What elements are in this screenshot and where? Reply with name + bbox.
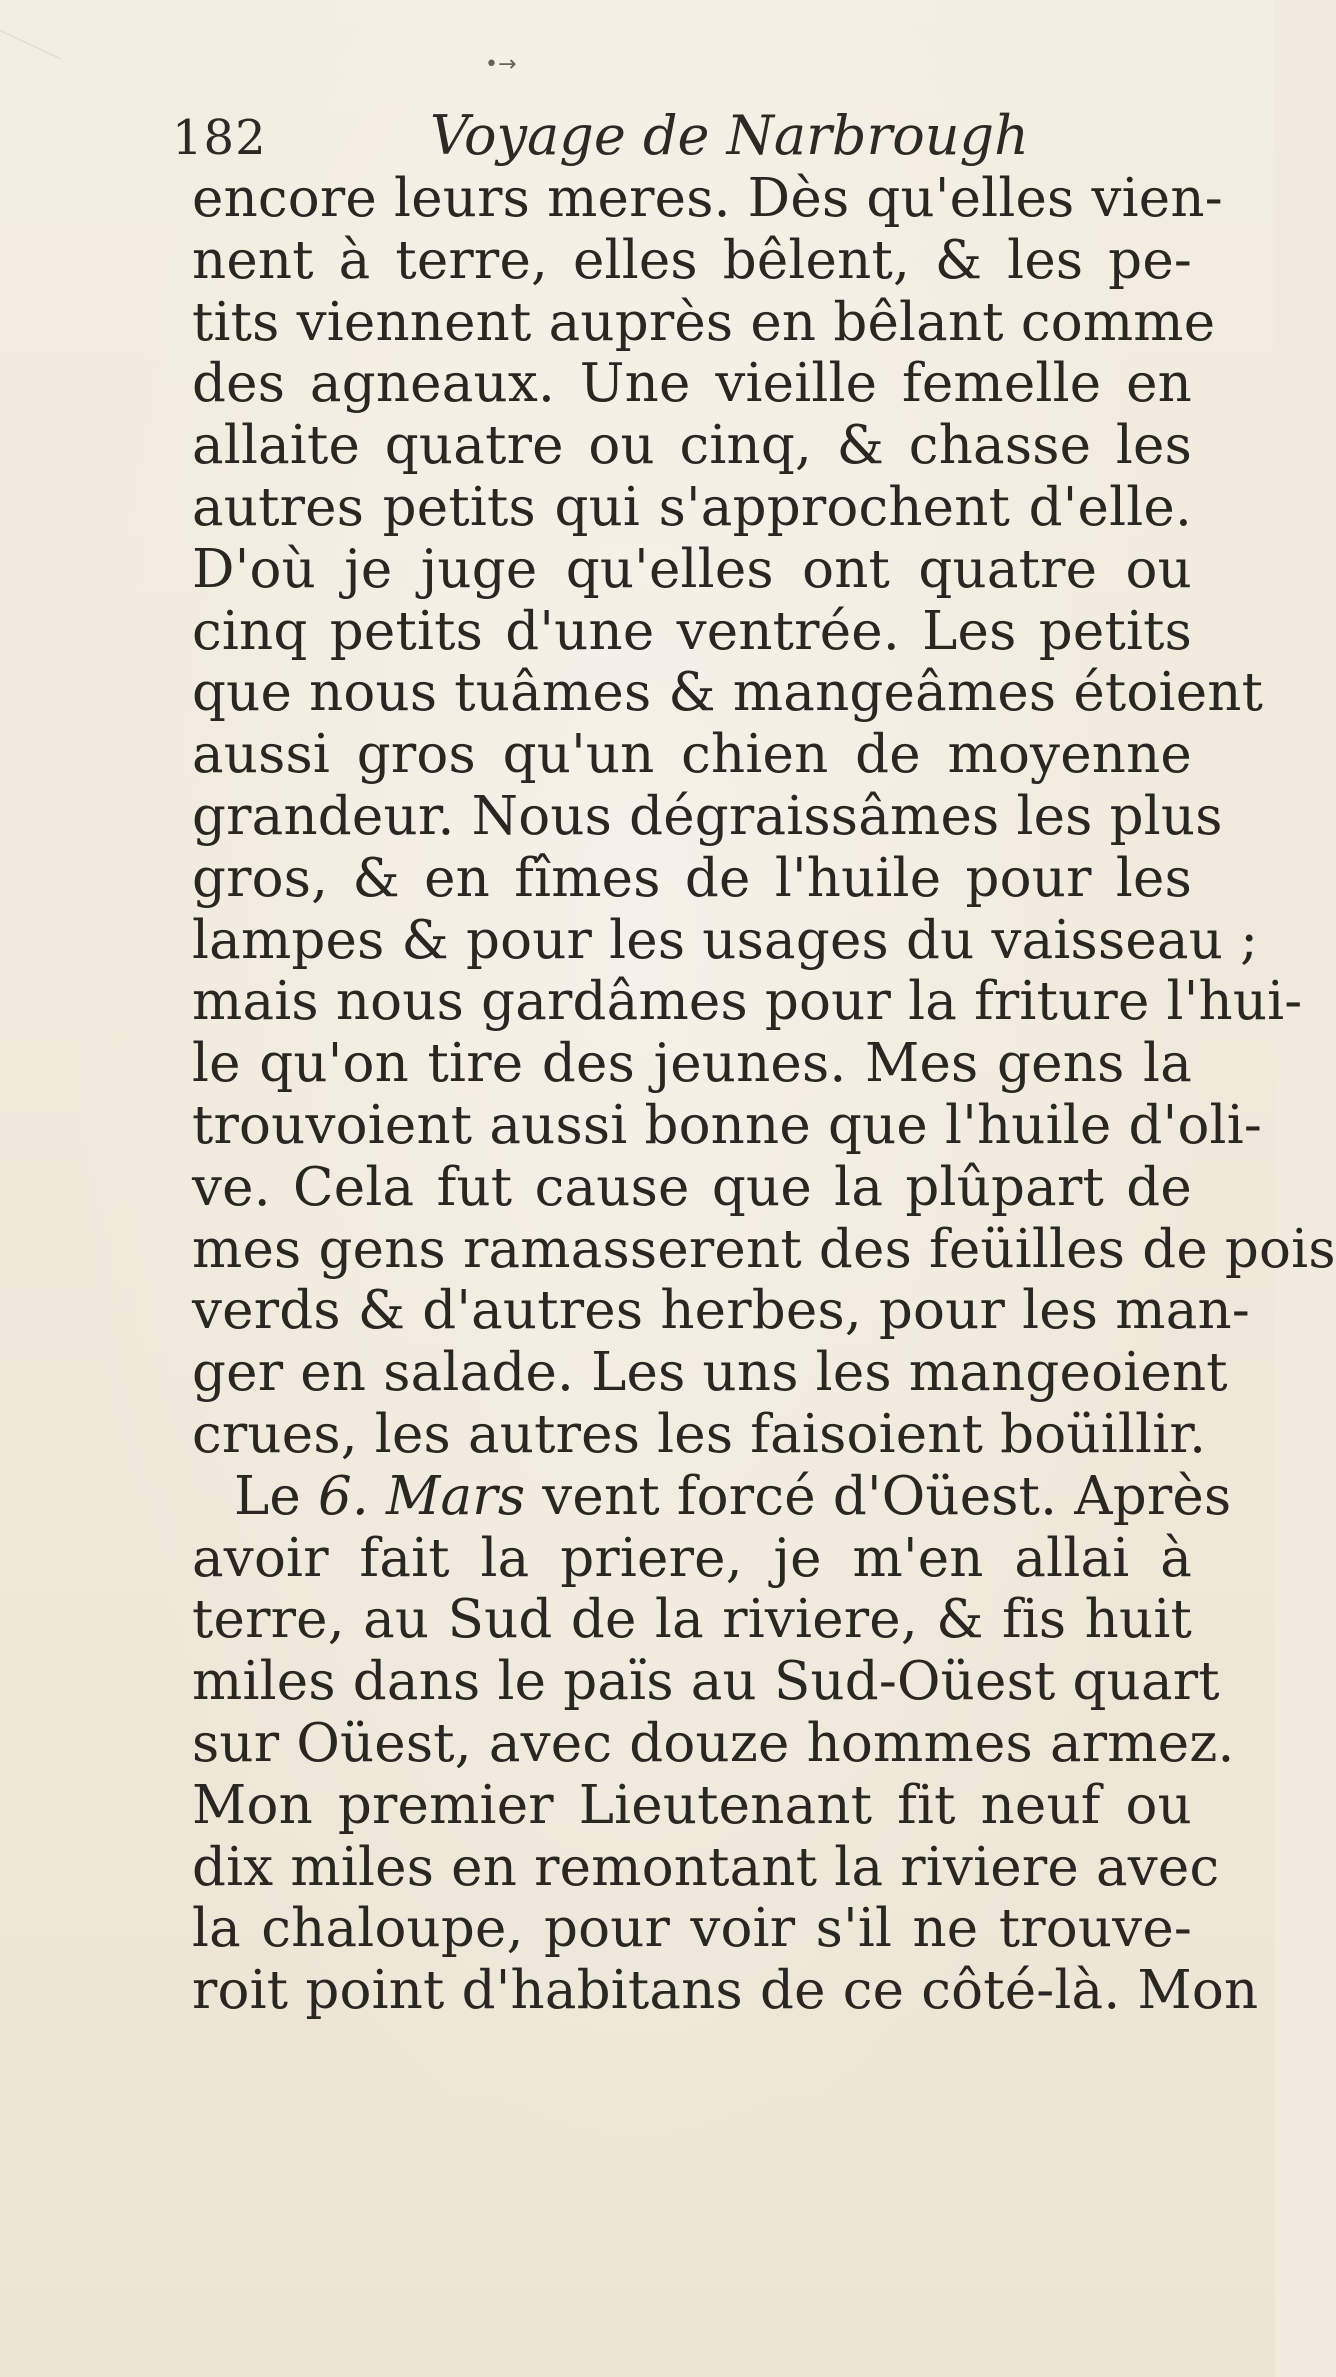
text-line: tits viennent auprès en bêlant comme xyxy=(192,291,1216,353)
text-line: ve. Cela fut cause que la plûpart de xyxy=(192,1156,1192,1218)
text-line: mais nous gardâmes pour la friture l'hui- xyxy=(192,971,1303,1033)
text-line: verds & d'autres herbes, pour les man- xyxy=(192,1280,1250,1342)
page-number: 182 xyxy=(172,110,267,166)
text-line: Mon premier Lieutenant fit neuf ou xyxy=(192,1774,1192,1836)
text-line: ger en salade. Les uns les mangeoient xyxy=(192,1342,1228,1404)
text-line: dix miles en remontant la riviere avec xyxy=(192,1836,1220,1898)
printer-ornament: •→ xyxy=(485,52,517,77)
text-line: D'où je juge qu'elles ont quatre ou xyxy=(192,538,1192,600)
text-line: grandeur. Nous dégraissâmes les plus xyxy=(192,785,1223,847)
text-segment: Le xyxy=(234,1465,319,1527)
text-line: lampes & pour les usages du vaisseau ; xyxy=(192,909,1259,971)
text-line: nent à terre, elles bêlent, & les pe- xyxy=(192,229,1192,291)
text-line: miles dans le païs au Sud-Oüest quart xyxy=(192,1651,1220,1713)
text-line: terre, au Sud de la riviere, & fis huit xyxy=(192,1589,1192,1651)
page-corner-crease xyxy=(0,0,60,59)
text-line: trouvoient aussi bonne que l'huile d'oli- xyxy=(192,1094,1262,1156)
text-line: le qu'on tire des jeunes. Mes gens la xyxy=(192,1033,1192,1095)
running-title: Voyage de Narbrough xyxy=(430,104,1029,167)
text-line: gros, & en fîmes de l'huile pour les xyxy=(192,847,1192,909)
text-line: des agneaux. Une vieille femelle en xyxy=(192,353,1192,415)
paragraph-start-line xyxy=(192,1465,1232,1528)
text-line: encore leurs meres. Dès qu'elles vien- xyxy=(192,168,1223,229)
text-line: sur Oüest, avec douze hommes armez. xyxy=(192,1712,1235,1774)
text-line: cinq petits d'une ventrée. Les petits xyxy=(192,600,1192,662)
text-line: la chaloupe, pour voir s'il ne trouve- xyxy=(192,1898,1192,1960)
text-line: avoir fait la priere, je m'en allai à xyxy=(192,1527,1192,1589)
italic-date: 6. Mars xyxy=(318,1465,526,1527)
text-line: crues, les autres les faisoient boüillir. xyxy=(192,1403,1207,1465)
text-segment: vent forcé d'Oüest. Après xyxy=(525,1465,1232,1527)
text-line: que nous tuâmes & mangeâmes étoient xyxy=(192,662,1264,724)
text-line: autres petits qui s'approchent d'elle. xyxy=(192,476,1192,538)
text-line: roit point d'habitans de ce côté-là. Mon xyxy=(192,1960,1259,2022)
text-line: mes gens ramasserent des feüilles de pois xyxy=(192,1218,1336,1280)
page-header xyxy=(172,100,1182,176)
body-text xyxy=(192,168,1336,2022)
text-line: aussi gros qu'un chien de moyenne xyxy=(192,724,1192,786)
text-line: allaite quatre ou cinq, & chasse les xyxy=(192,415,1192,477)
